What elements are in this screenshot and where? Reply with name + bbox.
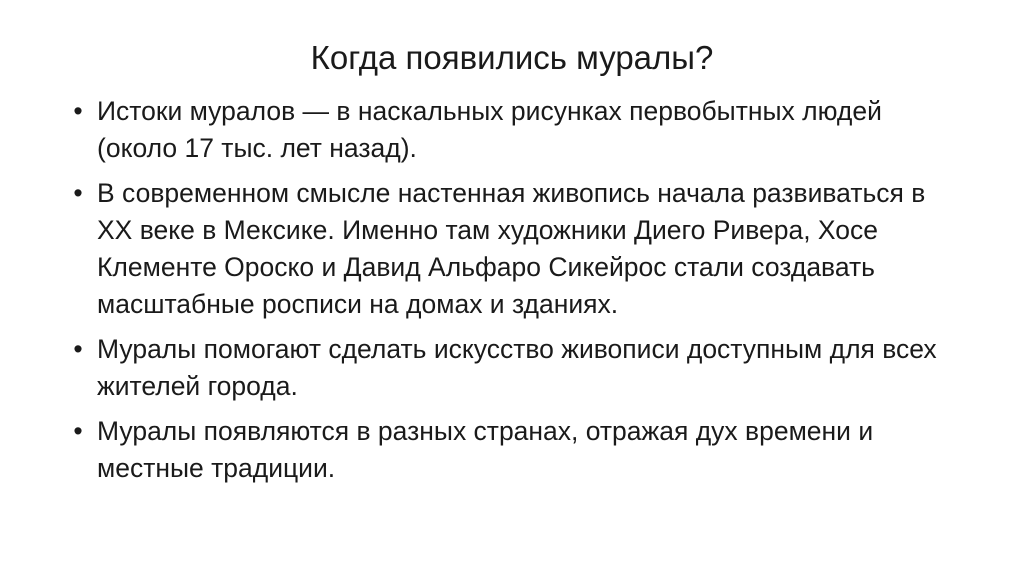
bullet-marker: •: [73, 178, 83, 208]
bullet-item: [66, 331, 966, 405]
bullet-text: Истоки муралов — в наскальных рисунках первобытных людей (около 17 тыс. лет назад).: [97, 96, 882, 163]
bullet-item: [66, 93, 966, 167]
slide-title: Когда появились муралы?: [310, 39, 714, 76]
bullet-text: Муралы помогают сделать искусство живописи доступным для всех жителей города.: [97, 334, 937, 401]
bullet-marker: •: [73, 416, 83, 446]
bullet-item: [66, 175, 966, 323]
bullet-list: [66, 93, 966, 495]
bullet-marker: •: [73, 334, 83, 364]
bullet-marker: •: [73, 96, 83, 126]
bullet-item: [66, 413, 966, 487]
bullet-text: Муралы появляются в разных странах, отражая дух времени и местные традиции.: [97, 416, 874, 483]
bullet-text: В современном смысле настенная живопись начала развиваться в XX веке в Мексике. Именно там художники Диего Ривера, Хосе Клементе Ороско и Давид Альфаро Сикейрос стали создавать масштабные росписи на домах и зданиях.: [97, 178, 926, 319]
